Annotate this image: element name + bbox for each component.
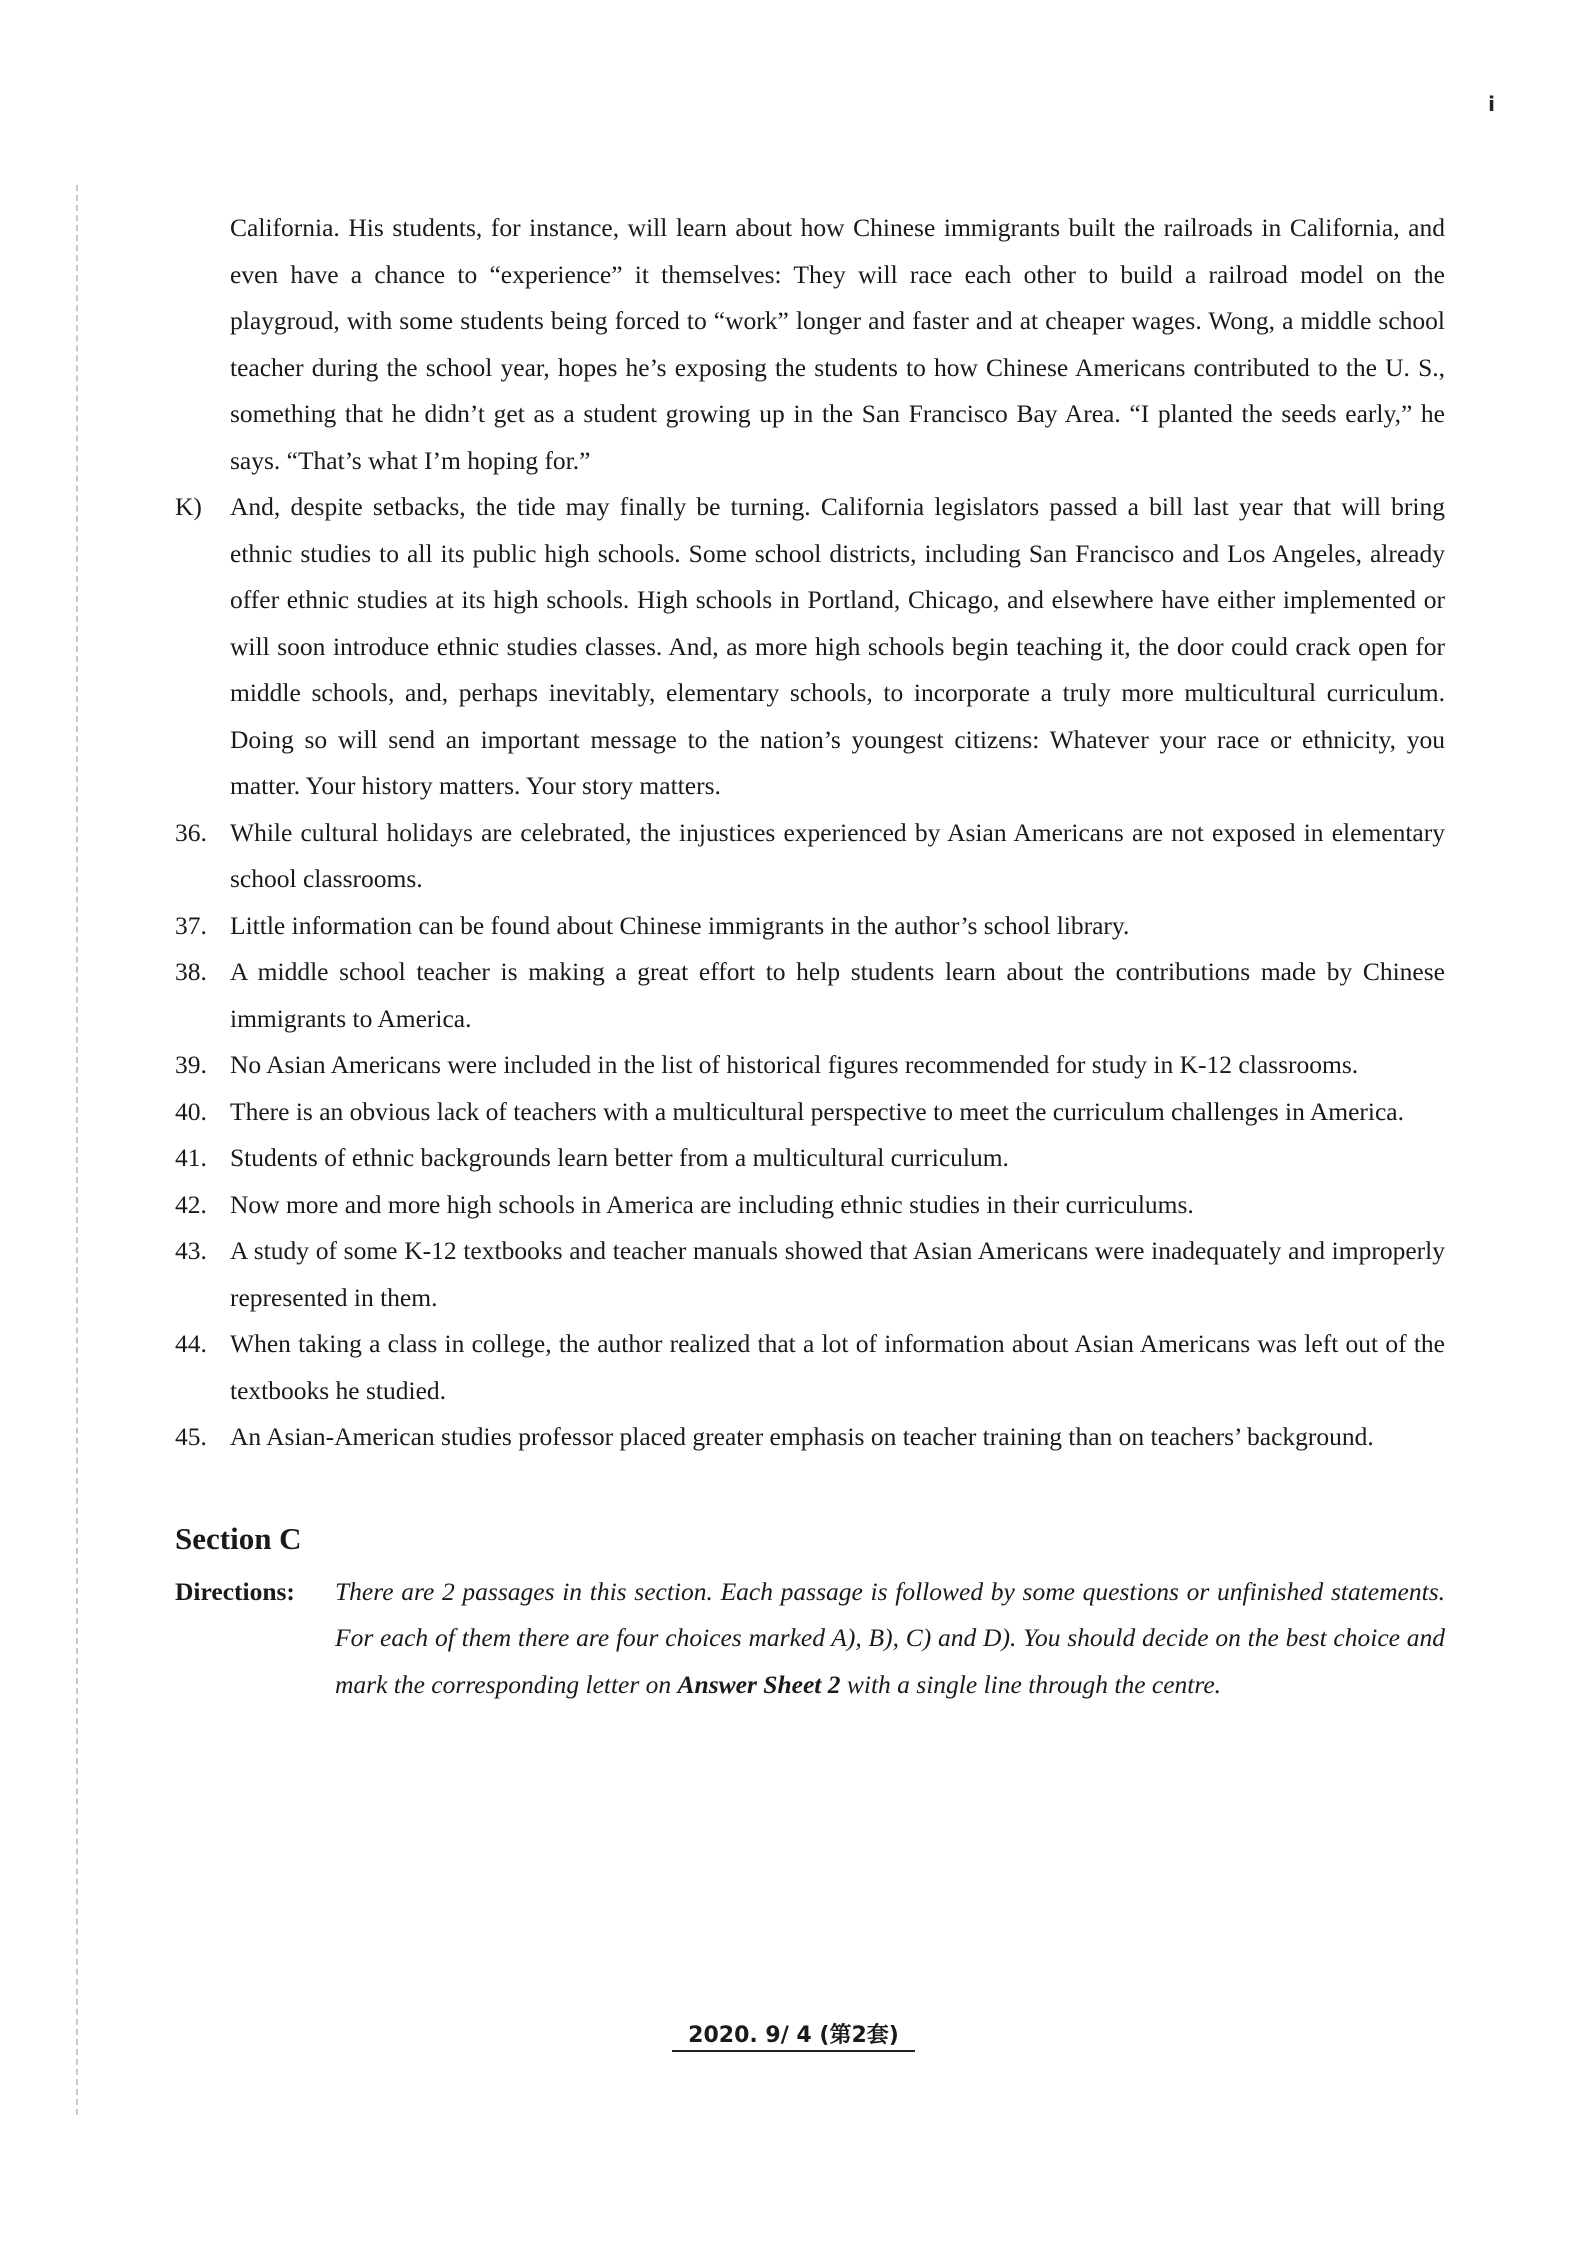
paragraph-marker: K) [175,492,202,521]
question-text: While cultural holidays are celebrated, the injustices experienced by Asian Americans are not exposed in elementary school classrooms. [230,817,1445,893]
paragraph-text: And, despite setbacks, the tide may finally be turning. California legislators passed a bill last year that will bring ethnic studies to all its public high schools. Some school districts, including San Francisco and Los Angeles, already offer ethnic studies at its high schools. High schools in Portland, Chicago, and elsewhere have either implemented or will soon introduce ethnic studies classes. And, as more high schools begin teaching it, the door could crack open for middle schools, and, perhaps inevitably, elementary schools, to incorporate a truly more multicultural curriculum. Doing so will send an important message to the nation’s youngest citizens: Whatever your race or ethnicity, you matter. Your history matters. Your story matters. [230,492,1445,800]
question-item [175,810,1445,903]
question-item [175,949,1445,1042]
question-number: 38. [175,957,207,986]
question-text: An Asian-American studies professor placed greater emphasis on teacher training than on teachers’ background. [230,1422,1374,1451]
directions [175,1569,1445,1709]
section-title: Section C [175,1520,302,1556]
paragraph-j-continuation: California. His students, for instance, will learn about how Chinese immigrants built the railroads in California, and even have a chance to “experience” it themselves: They will race each other to build a railroad model on the playgroud, with some students being forced to “work” longer and faster and at cheaper wages. Wong, a middle school teacher during the school year, hopes he’s exposing the students to how Chinese Americans contributed to the U. S., something that he didn’t get as a student growing up in the San Francisco Bay Area. “I planted the seeds early,” he says. “That’s what I’m hoping for.” [230,213,1445,475]
question-list [175,810,1445,1461]
question-text: No Asian Americans were included in the list of historical figures recommended for study in K-12 classrooms. [230,1050,1359,1079]
question-number: 44. [175,1329,207,1358]
question-text: There is an obvious lack of teachers with a multicultural perspective to meet the curriculum challenges in America. [230,1096,1404,1126]
question-text: Now more and more high schools in America are including ethnic studies in their curriculums. [230,1189,1194,1219]
question-item [175,1135,1445,1182]
paragraph-k [175,484,1445,810]
question-item [175,1228,1445,1321]
question-text: Little information can be found about Chinese immigrants in the author’s school library. [230,910,1130,940]
question-number: 39. [175,1050,207,1079]
question-item [175,1414,1445,1461]
question-item [175,1182,1445,1229]
question-text: When taking a class in college, the author realized that a lot of information about Asian Americans was left out of the textbooks he studied. [230,1329,1445,1405]
page-footer [0,2018,1587,2049]
question-number: 45. [175,1422,207,1451]
question-item [175,1089,1445,1136]
answer-sheet-reference: Answer Sheet 2 [677,1669,841,1699]
question-number: 37. [175,910,207,940]
question-number: 42. [175,1189,207,1219]
question-number: 36. [175,817,207,847]
question-number: 43. [175,1236,207,1265]
question-text: A study of some K-12 textbooks and teacher manuals showed that Asian Americans were inadequately and improperly represented in them. [230,1236,1445,1312]
corner-mark: i [1488,92,1495,116]
question-number: 41. [175,1143,207,1172]
question-item [175,903,1445,950]
directions-text-end: with a single line through the centre. [840,1669,1222,1699]
directions-text: There are 2 passages in this section. Each passage is followed by some questions or unfinished statements. For each of them there are four choices marked A), B), C) and D). You should decide on the best choice and mark the corresponding letter on [335,1576,1445,1699]
page-content [175,205,1445,1708]
question-item [175,1321,1445,1414]
directions-label: Directions: [175,1576,295,1606]
question-item [175,1042,1445,1089]
binding-margin-line [76,185,78,2115]
page-number: 2020. 9/ 4 (第2套) [672,2023,915,2052]
question-number: 40. [175,1096,207,1126]
question-text: Students of ethnic backgrounds learn better from a multicultural curriculum. [230,1143,1009,1172]
question-text: A middle school teacher is making a great effort to help students learn about the contributions made by Chinese immigrants to America. [230,957,1445,1033]
